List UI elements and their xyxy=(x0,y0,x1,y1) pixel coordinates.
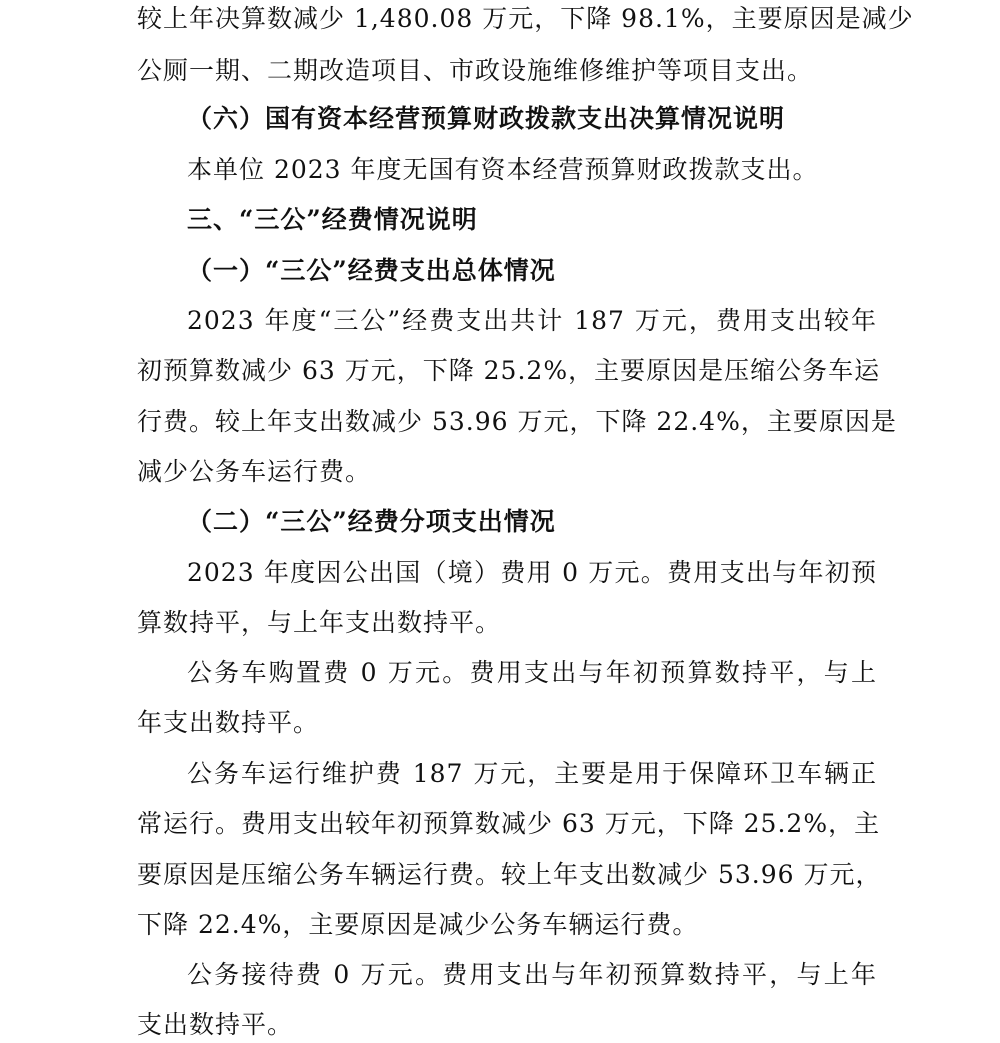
paragraph-line: 常运行。费用支出较年初预算数减少 63 万元，下降 25.2%，主 xyxy=(137,809,881,838)
paragraph-line: 算数持平，与上年支出数持平。 xyxy=(137,608,502,637)
paragraph-line: 减少公务车运行费。 xyxy=(137,457,372,486)
paragraph-line: 公务车购置费 0 万元。费用支出与年初预算数持平，与上 xyxy=(187,658,877,687)
section-heading: （一）“三公”经费支出总体情况 xyxy=(187,256,556,285)
chapter-heading: 三、“三公”经费情况说明 xyxy=(187,205,478,234)
section-heading: （六）国有资本经营预算财政拨款支出决算情况说明 xyxy=(187,104,786,133)
paragraph-line: 较上年决算数减少 1,480.08 万元，下降 98.1%，主要原因是减少 xyxy=(137,4,914,33)
paragraph-line: 公务接待费 0 万元。费用支出与年初预算数持平，与上年 xyxy=(187,960,877,989)
section-heading: （二）“三公”经费分项支出情况 xyxy=(187,507,556,536)
paragraph-line: 2023 年度因公出国（境）费用 0 万元。费用支出与年初预 xyxy=(187,558,877,587)
paragraph-line: 公厕一期、二期改造项目、市政设施维修维护等项目支出。 xyxy=(137,56,814,85)
paragraph-line: 要原因是压缩公务车辆运行费。较上年支出数减少 53.96 万元， xyxy=(137,860,882,889)
paragraph-line: 行费。较上年支出数减少 53.96 万元，下降 22.4%，主要原因是 xyxy=(137,407,897,436)
paragraph-line: 年支出数持平。 xyxy=(137,708,320,737)
paragraph-line: 初预算数减少 63 万元，下降 25.2%，主要原因是压缩公务车运 xyxy=(137,356,881,385)
paragraph-line: 本单位 2023 年度无国有资本经营预算财政拨款支出。 xyxy=(187,155,819,184)
paragraph-line: 下降 22.4%，主要原因是减少公务车辆运行费。 xyxy=(137,910,699,939)
paragraph-line: 公务车运行维护费 187 万元，主要是用于保障环卫车辆正 xyxy=(187,759,877,788)
paragraph-line: 2023 年度“三公”经费支出共计 187 万元，费用支出较年 xyxy=(187,306,877,335)
paragraph-line: 支出数持平。 xyxy=(137,1010,294,1039)
